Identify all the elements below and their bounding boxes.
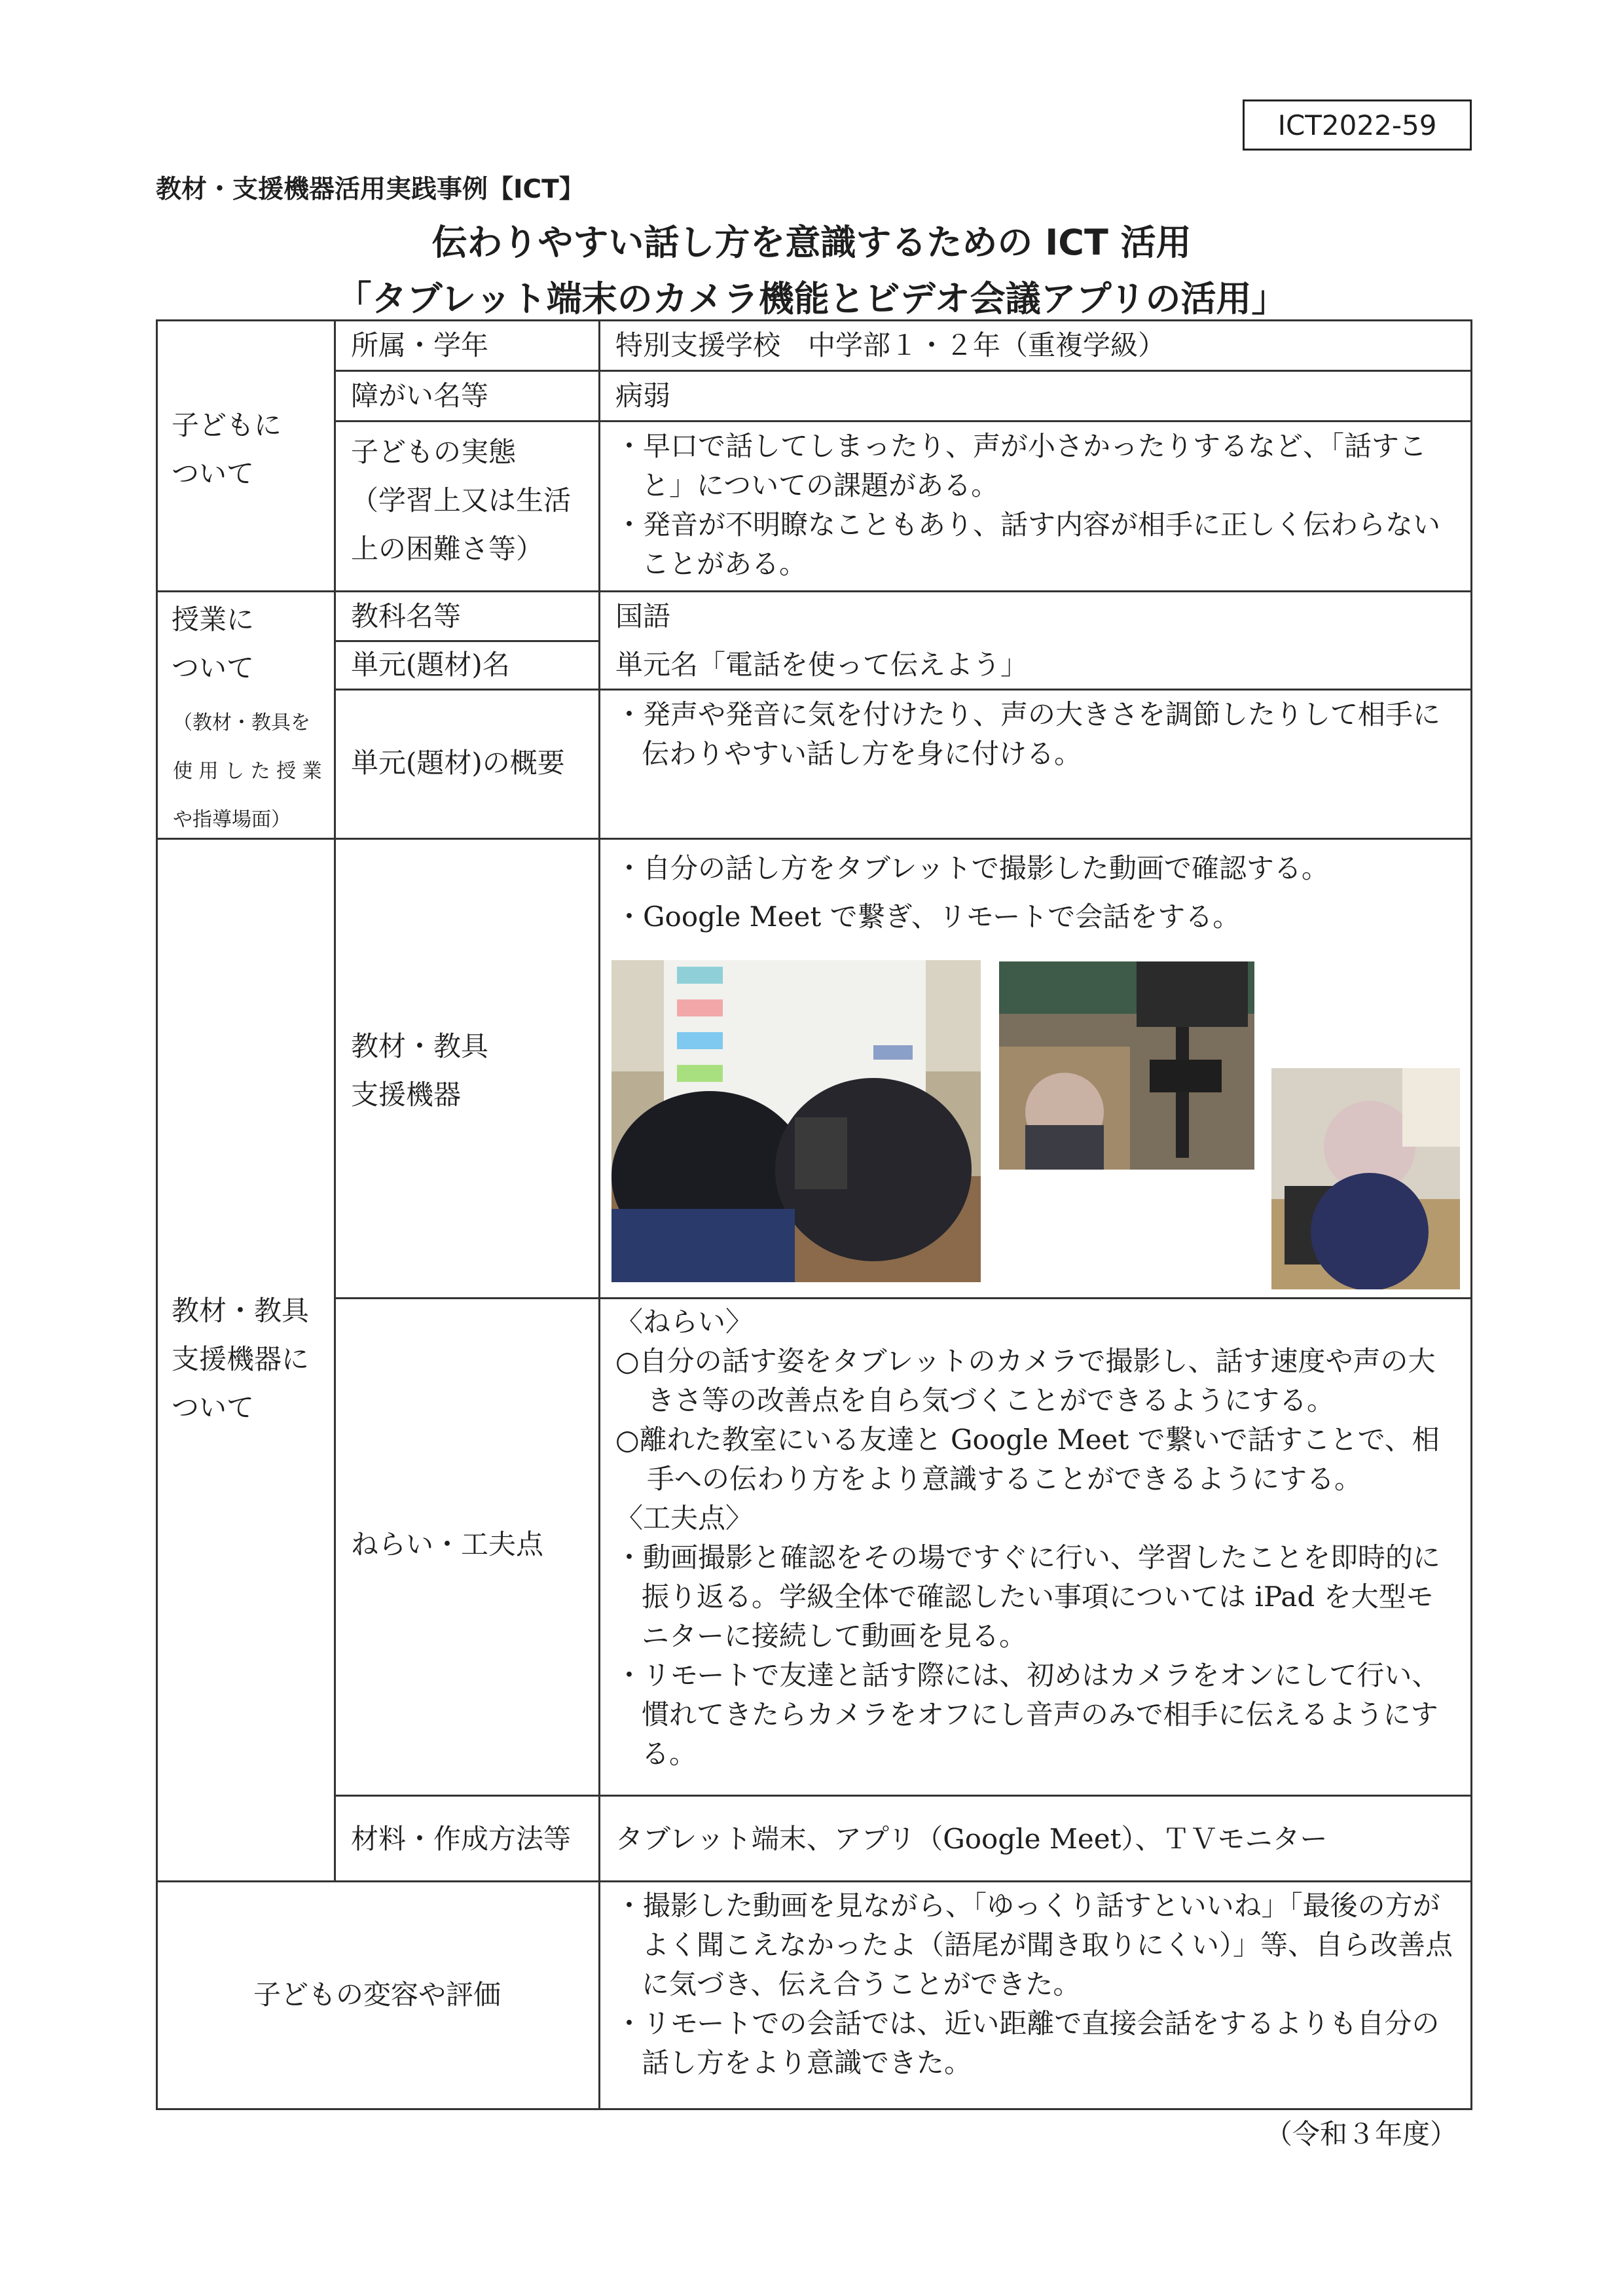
list-item: ・早口で話してしまったり、声が小さかったりするなど、「話すこと」についての課題がある。 <box>615 430 1427 501</box>
label-line: 子どもの実態 <box>351 436 517 468</box>
list-item: ・Google Meet で繋ぎ、リモートで会話をする。 <box>615 901 1241 933</box>
note-line: や指導場面） <box>173 808 291 831</box>
disability-value: 病弱 <box>615 380 671 412</box>
list-item: ・発音が不明瞭なこともあり、話す内容が相手に正しく伝わらないことがある。 <box>615 509 1441 580</box>
method-label: 材料・作成方法等 <box>351 1823 572 1855</box>
tools-label <box>351 1022 488 1119</box>
list-item: ・発声や発音に気を付けたり、声の大きさを調節したりして相手に伝わりやすい話し方を身に付ける。 <box>615 698 1441 770</box>
label-line: 授業に <box>172 603 255 636</box>
child-state-list <box>615 427 1460 584</box>
ideas-heading: 〈工夫点〉 <box>615 1502 754 1534</box>
list-item: ・自分の話し方をタブレットで撮影した動画で確認する。 <box>615 852 1329 884</box>
note-line: （教材・教具を <box>173 711 310 734</box>
materials-section-label <box>172 1287 329 1432</box>
label-line: 子どもに <box>172 409 282 441</box>
label-line: 教材・教具 <box>172 1295 310 1327</box>
unit-value: 単元名「電話を使って伝えよう」 <box>615 649 1029 681</box>
evaluation-label: 子どもの変容や評価 <box>253 1979 501 2011</box>
lesson-section-note <box>173 699 330 844</box>
photo-students-with-tablet <box>611 960 981 1282</box>
list-item: ・リモートでの会話では、近い距離で直接会話をするよりも自分の話し方をより意識できた。 <box>615 2007 1440 2079</box>
subject-value: 国語 <box>615 600 671 632</box>
note-line: 使 用 し た 授 業 <box>173 760 322 783</box>
evaluation-list <box>615 1886 1460 2083</box>
label-line: ついて <box>172 652 255 684</box>
method-value: タブレット端末、アプリ（Google Meet）、ＴＶモニター <box>615 1823 1328 1855</box>
list-item: ○離れた教室にいる友達と Google Meet で繋いで話すことで、相手への伝わり方をより意識することができるようにする。 <box>615 1424 1440 1495</box>
subject-label: 教科名等 <box>351 600 462 632</box>
overview-list <box>615 695 1460 774</box>
label-line: ついて <box>172 457 255 490</box>
disability-label: 障がい名等 <box>351 380 489 412</box>
label-line: 支援機器に <box>172 1343 310 1375</box>
fiscal-year: （令和３年度） <box>1264 2118 1457 2150</box>
list-item: ・撮影した動画を見ながら、「ゆっくり話すといいね」「最後の方がよく聞こえなかったよ（語尾が聞き取りにくい）」等、自ら改善点に気づき、伝え合うことができた。 <box>615 1890 1453 2000</box>
label-line: （学習上又は生活 <box>351 484 572 516</box>
aims-content <box>615 1302 1460 1774</box>
unit-label: 単元(題材)名 <box>351 649 510 681</box>
list-item: ○自分の話す姿をタブレットのカメラで撮影し、話す速度や声の大きさ等の改善点を自ら気づくことができるようにする。 <box>615 1345 1436 1416</box>
photo-tv-monitor-remote <box>999 961 1254 1170</box>
label-line: 教材・教具 <box>351 1030 489 1062</box>
child-state-label <box>351 428 593 573</box>
label-line: 支援機器 <box>351 1079 462 1111</box>
label-line: ついて <box>172 1391 255 1424</box>
list-item: ・リモートで友達と話す際には、初めはカメラをオンにして行い、慣れてきたらカメラをオフにし音声のみで相手に伝えるようにする。 <box>615 1659 1440 1770</box>
affiliation-label: 所属・学年 <box>351 329 489 361</box>
document-category: 教材・支援機器活用実践事例【ICT】 <box>156 175 585 204</box>
affiliation-value: 特別支援学校 中学部１・２年（重複学級） <box>615 329 1166 361</box>
list-item: ・動画撮影と確認をその場ですぐに行い、学習したことを即時的に振り返る。学級全体で確認したい事項については iPad を大型モニターに接続して動画を見る。 <box>615 1541 1441 1652</box>
lesson-section-label <box>172 596 329 692</box>
overview-label: 単元(題材)の概要 <box>351 747 565 779</box>
aims-heading: 〈ねらい〉 <box>615 1306 754 1338</box>
aims-label: ねらい・工夫点 <box>351 1528 544 1560</box>
photo-student-alone <box>1271 1068 1460 1289</box>
tools-list <box>615 844 1460 941</box>
document-title: 伝わりやすい話し方を意識するための ICT 活用 <box>431 222 1192 263</box>
label-line: 上の困難さ等） <box>351 533 544 565</box>
document-subtitle: 「タブレット端末のカメラ機能とビデオ会議アプリの活用」 <box>336 278 1287 319</box>
child-section-label <box>172 406 329 493</box>
document-id: ICT2022-59 <box>1243 99 1472 151</box>
